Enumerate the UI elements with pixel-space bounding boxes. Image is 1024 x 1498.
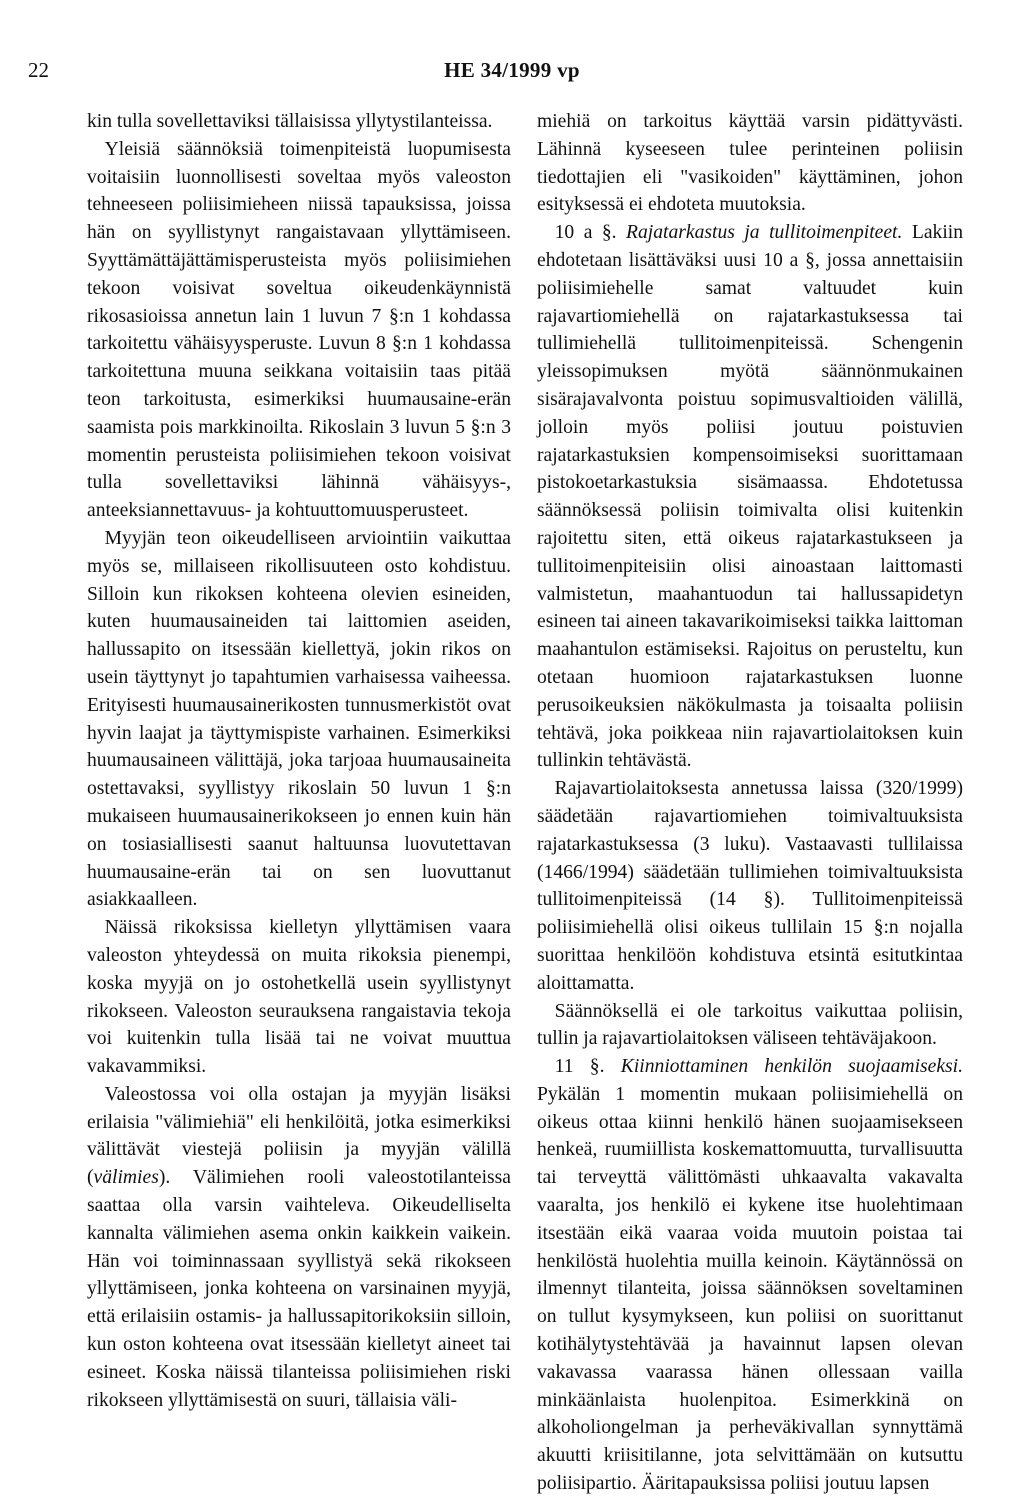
paragraph: kin tulla sovellettaviksi tällaisissa yllytystilanteissa. <box>87 111 493 132</box>
paragraph <box>87 1081 511 1415</box>
paragraph: Rajavartiolaitoksesta annetussa laissa (320/1999) säädetään rajavartiomiehen toimivaltuuksista rajatarkastuksessa (3 luku). Vastaavasti tullilaissa (1466/1994) säädetään tullimiehen toimivaltuuksista tullitoimenpiteissä (14 §). Tullitoimenpiteissä poliisimiehellä olisi oikeus tullilain 15 §:n nojalla suorittaa henkilöön kohdistuva etsintä esitutkintaa aloittamatta. <box>537 778 963 994</box>
left-column <box>87 108 511 1414</box>
section-number: 11 §. <box>554 1056 621 1078</box>
section-paragraph <box>537 1053 963 1498</box>
paragraph-text: Pykälän 1 momentin mukaan poliisimiehellä on oikeus ottaa kiinni henkilö hänen suojaamisekseen henkeä, ruumiillista koskemattomuutta, turvallisuutta tai terveyttä välittömästi uhkaavalta vakavalta vaaralta, jos henkilö ei kykene itse huolehtimaan itsestään eikä vaaraa voida muutoin poistaa tai henkilöstä huolehtia muilla keinoin. Käytännössä on ilmennyt tilanteita, joissa säännöksen soveltaminen on tullut kysymykseen, kun poliisi on suorittanut kotihälytystehtävää ja havainnut lapsen olevan vakavassa vaarassa hänen ollessaan vailla minkäänlaista huolenpitoa. Esimerkkinä on alkoholiongelman ja perheväkivallan synnyttämä akuutti kriisitilanne, jota selvittämään on kutsuttu poliisipartio. Ääritapauksissa poliisi joutuu lapsen <box>537 1083 963 1495</box>
section-paragraph <box>537 219 963 775</box>
section-title: Rajatarkastus ja tullitoimenpiteet. <box>626 222 903 244</box>
italic-term: välimies <box>93 1167 159 1189</box>
paragraph-text: Lakiin ehdotetaan lisättäväksi uusi 10 a §, jossa annettaisiin poliisimiehelle samat valtuudet kuin rajavartiomiehellä on rajatarkastuksessa tai tullimiehellä tullitoimenpiteissä. Schengenin yleissopimuksen myötä säännönmukainen sisärajavalvonta poistuu sopimusvaltioiden välillä, jolloin myös poliisi joutuu poistuvien rajatarkastuksien kompensoimiseksi suorittamaan pistokoetarkastuksia sisämaassa. Ehdotetussa säännöksessä poliisin toimivalta olisi kuitenkin rajoitettu siten, että oikeus rajatarkastukseen ja tullitoimenpiteisiin olisi ainoastaan laittomasti valmistetun, maahantuodun tai hallussapidetyn esineen tai aineen takavarikoimiseksi taikka laittoman maahantulon estämiseksi. Rajoitus on perusteltu, kun otetaan huomioon rajatarkastuksen luonne perusoikeuksien näkökulmasta ja toisaalta poliisin tehtävä, joka poikkeaa niin rajavartiolaitoksen kuin tullinkin tehtävästä. <box>537 222 964 772</box>
paragraph: miehiä on tarkoitus käyttää varsin pidättyvästi. Lähinnä kyseeseen tulee perinteinen poliisin tiedottajien eli "vasikoiden" käyttäminen, johon esityksessä ei ehdoteta muutoksia. <box>537 111 963 216</box>
paragraph: Myyjän teon oikeudelliseen arviointiin vaikuttaa myös se, millaiseen rikollisuuteen osto kohdistuu. Silloin kun rikoksen kohteena olevien esineiden, kuten huumausaineiden tai laittomien aseiden, hallussapito on itsessään kiellettyä, jokin rikos on usein täyttynyt jo tapahtumien varhaisessa vaiheessa. Erityisesti huumausainerikosten tunnusmerkistöt ovat hyvin laajat ja täyttymispiste varhainen. Esimerkiksi huumausaineen välittäjä, joka tarjoaa huumausaineita ostettavaksi, syyllistyy rikoslain 50 luvun 1 §:n mukaiseen huumausainerikokseen jo ennen kuin hän on tosiasiallisesti saanut haltuunsa luovutettavan huumausaine-erän tai on sen luovuttanut asiakkaalleen. <box>87 527 511 911</box>
paragraph: Säännöksellä ei ole tarkoitus vaikuttaa poliisin, tullin ja rajavartiolaitoksen väliseen tehtäväjakoon. <box>537 1000 963 1050</box>
section-number: 10 a §. <box>554 222 627 244</box>
paragraph: Näissä rikoksissa kielletyn yllyttämisen vaara valeoston yhteydessä on muita rikoksia pienempi, koska myyjä on jo ostohetkellä usein syyllistynyt rikokseen. Valeoston seurauksena rangaistavia tekoja voi kuitenkin tulla lisää tai ne voivat muuttua vakavammiksi. <box>87 917 511 1078</box>
paragraph-text: Valeostossa voi olla ostajan ja myyjän lisäksi erilaisia "välimiehiä" eli henkilöitä, jotka esimerkiksi välittävät viestejä poliisin ja myyjän välillä ( <box>87 1083 511 1189</box>
right-column <box>537 108 963 1498</box>
document-id: HE 34/1999 vp <box>444 58 580 82</box>
section-title: Kiinniottaminen henkilön suojaamiseksi. <box>620 1056 963 1078</box>
paragraph-text: ). Välimiehen rooli valeostotilanteissa saattaa olla varsin vaihteleva. Oikeudelliselta kannalta välimiehen asema onkin kaikkein vaikein. Hän voi toiminnassaan syyllistyä sekä rikokseen yllyttämiseen, jonka kohteena on varsinainen myyjä, että erilaisiin ostamis- ja hallussapitorikoksiin silloin, kun oston kohteena ovat itsessään kielletyt aineet tai esineet. Koska näissä tilanteissa poliisimiehen riski rikokseen yllyttämisestä on suuri, tällaisia väli- <box>87 1167 511 1411</box>
page-header <box>0 58 1024 88</box>
page-number: 22 <box>28 58 49 82</box>
paragraph: Yleisiä säännöksiä toimenpiteistä luopumisesta voitaisiin luonnollisesti soveltaa myös valeoston tehneeseen poliisimieheen niissä tapauksissa, joissa hän on syyllistynyt rangaistavaan yllyttämiseen. Syyttämättäjättämisperusteista myös poliisimiehen tekoon voisivat soveltua oikeudenkäynnistä rikosasioissa annetun lain 1 luvun 7 §:n 1 kohdassa tarkoitettu vähäisyysperuste. Luvun 8 §:n 1 kohdassa tarkoitettuna muuna seikkana voitaisiin taas pitää teon tarkoitusta, esimerkiksi huumausaine-erän saamista pois markkinoilta. Rikoslain 3 luvun 5 §:n 3 momentin perusteista poliisimiehen tekoon voisivat tulla sovellettaviksi lähinnä vähäisyys-, anteeksiannettavuus- ja kohtuuttomuusperusteet. <box>87 138 511 522</box>
